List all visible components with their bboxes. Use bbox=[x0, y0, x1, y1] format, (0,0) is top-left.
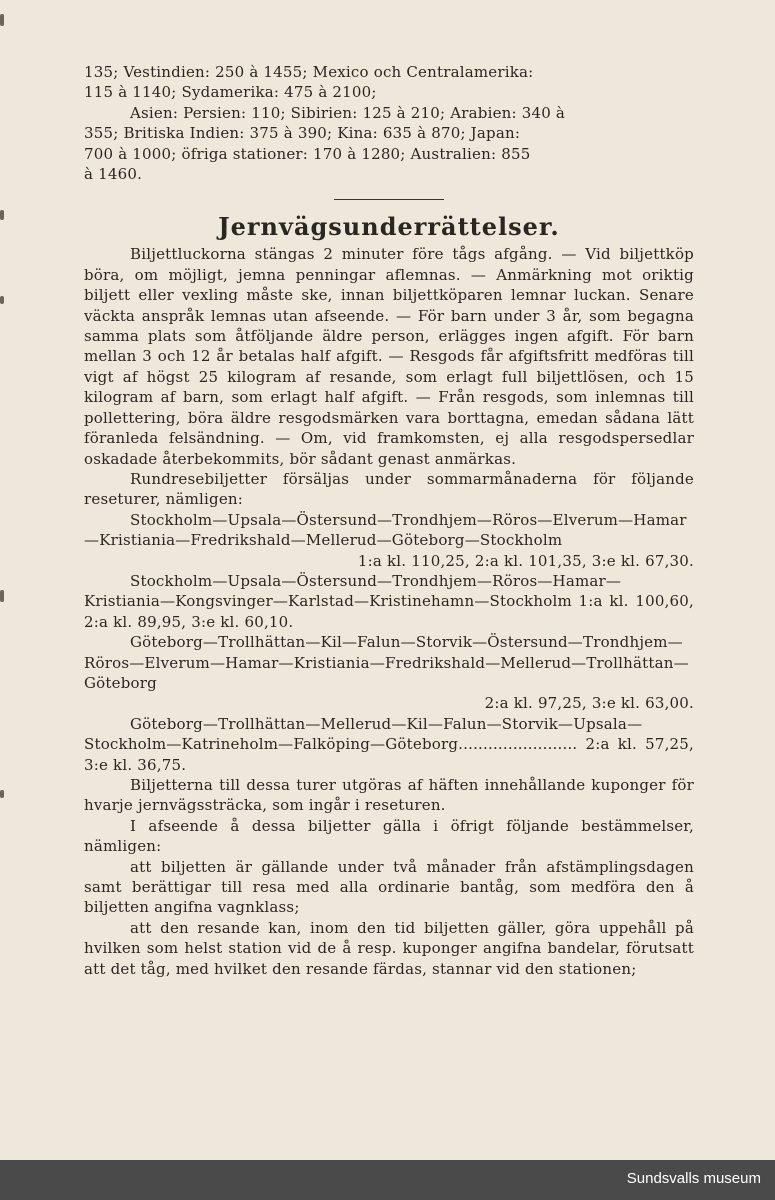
route-text: Stockholm—Upsala—Östersund—Trondhjem—Röros—Elverum—Hamar—Kristiania—Fredrikshald—Mellerud—Göteborg—Stockholm bbox=[84, 510, 687, 550]
footer-bar bbox=[0, 1160, 775, 1200]
rates-line: Asien: Persien: 110; Sibirien: 125 à 210; Arabien: 340 à bbox=[130, 103, 566, 122]
rates-line: 355; Britiska Indien: 375 à 390; Kina: 635 à 870; Japan: bbox=[84, 124, 521, 143]
rates-line: 135; Vestindien: 250 à 1455; Mexico och Centralamerika: bbox=[84, 63, 534, 81]
paragraph-validity: att biljetten är gällande under två månader från afstämplingsdagen samt berättigar till resa med alla ordinarie bantåg, som medföra den å biljetten angifna vagnklass; bbox=[84, 857, 694, 917]
museum-credit: Sundsvalls museum bbox=[626, 1170, 761, 1187]
route-prices: 1:a kl. 110,25, 2:a kl. 101,35, 3:e kl. 67,30. bbox=[357, 551, 694, 570]
paragraph-conditions: I afseende å dessa biljetter gälla i öfrigt följande bestämmelser, nämligen: bbox=[84, 816, 694, 856]
paragraph-coupons: Biljetterna till dessa turer utgöras af häften innehållande kuponger för hvarje jernvägssträcka, som ingår i reseturen. bbox=[84, 776, 694, 815]
route-1 bbox=[84, 510, 694, 571]
paragraph-stopover: att den resande kan, inom den tid biljetten gäller, göra uppehåll på hvilken som helst station vid de å resp. kuponger angifna bandelar, förutsatt att det tåg, med hvilket den resande färdas, stannar vid den stationen; bbox=[84, 918, 694, 978]
binding-mark bbox=[0, 210, 4, 220]
route-text: Göteborg—Trollhättan—Kil—Falun—Storvik—Östersund—Trondhjem—Röros—Elverum—Hamar—Kristiania—Fredrikshald—Mellerud—Trollhättan—Göteborg bbox=[84, 633, 689, 692]
route-prices: 2:a kl. 97,25, 3:e kl. 63,00. bbox=[484, 694, 694, 713]
section-divider bbox=[334, 199, 444, 200]
binding-mark bbox=[0, 590, 4, 602]
rates-line: à 1460. bbox=[84, 165, 143, 184]
page-text bbox=[84, 62, 694, 979]
binding-mark bbox=[0, 296, 4, 304]
binding-mark bbox=[0, 14, 4, 26]
route-text: Stockholm—Upsala—Östersund—Trondhjem—Röros—Hamar—Kristiania—Kongsvinger—Karlstad—Kristinehamn—Stockholm 1:a kl. 100,60, 2:a kl. 89,95, 3:e kl. 60,10. bbox=[84, 571, 694, 631]
paragraph-ticket-rules: Biljettluckorna stängas 2 minuter före tågs afgång. — Vid biljettköp böra, om möjligt, jemna penningar aflemnas. — Anmärkning mot oriktig biljett eller vexling måste ske, innan biljettköparen lemnar luckan. Senare väckta anspråk lemnas utan afseende. — För barn under 3 år, som begagna samma plats som åtföljande äldre person, erlägges ingen afgift. För barn mellan 3 och 12 år betalas half afgift. — Resgods får afgiftsfritt medföras till vigt af högst 25 kilogram af resande, som erlagt full biljettlösen, och 15 kilogram af barn, som erlagt half afgift. — Från resgods, som inlemnas till pollettering, böra äldre resgodsmärken vara borttagna, emedan sådana lätt föranleda felsändning. — Om, vid framkomsten, ej alla resgodspersedlar oskadade återbekommits, bör sådant genast anmärkas. bbox=[84, 245, 694, 468]
route-text: Göteborg—Trollhättan—Mellerud—Kil—Falun—Storvik—Upsala—Stockholm—Katrineholm—Falköping—Göteborg........................ 2:a kl. 57,25, 3:e kl. 36,75. bbox=[84, 714, 694, 774]
route-4 bbox=[84, 714, 694, 775]
rates-line: 115 à 1140; Sydamerika: 475 à 2100; bbox=[84, 83, 377, 102]
route-3 bbox=[84, 632, 694, 714]
route-2 bbox=[84, 571, 694, 632]
rates-block bbox=[84, 62, 694, 184]
paragraph-round-trip: Rundresebiljetter försäljas under sommarmånaderna för följande reseturer, nämligen: bbox=[84, 469, 694, 509]
binding-mark bbox=[0, 790, 4, 798]
section-heading: Jernvägsunderrättelser. bbox=[218, 212, 560, 242]
rates-line: 700 à 1000; öfriga stationer: 170 à 1280; Australien: 855 bbox=[84, 144, 531, 163]
